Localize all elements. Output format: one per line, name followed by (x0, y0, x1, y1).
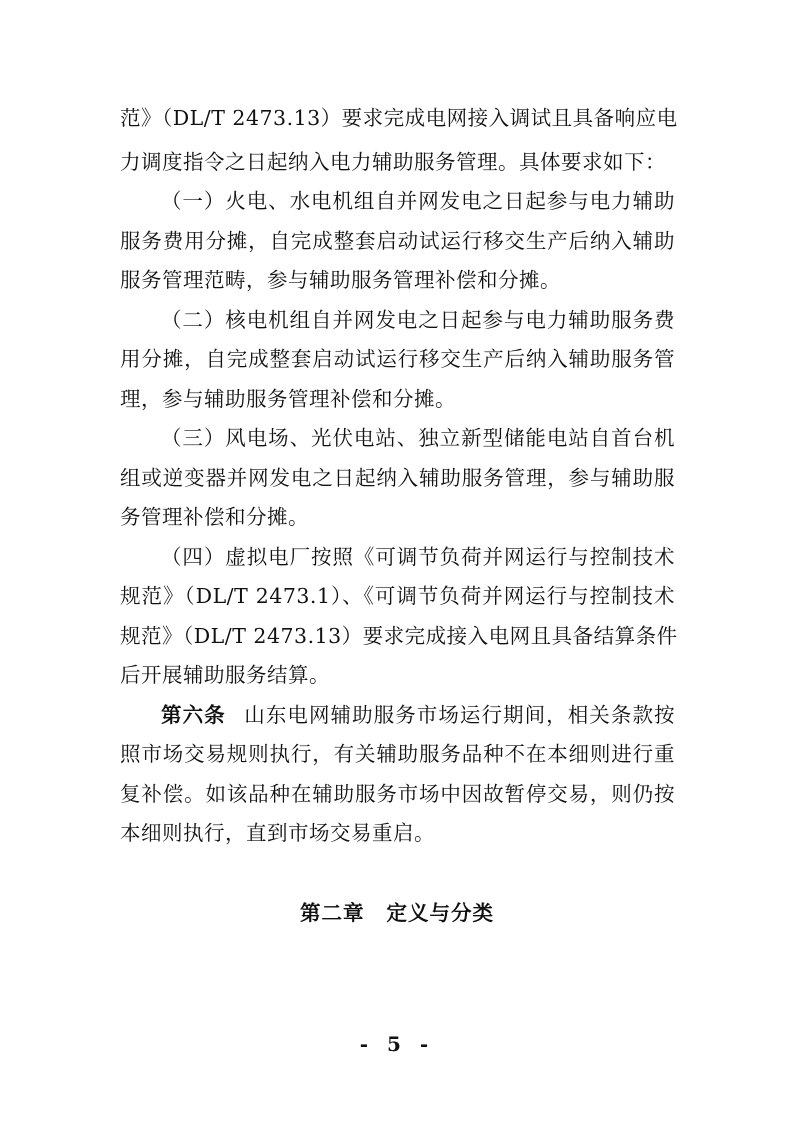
paragraph-5-line-3: 本细则执行，直到市场交易重启。 (120, 821, 435, 845)
paragraph-4-line-1: 规范》（DL/T 2473.1）、《可调节负荷并网运行与控制技术 (120, 584, 675, 608)
paragraph-1-line-1: 服务费用分摊，自完成整套启动试运行移交生产后纳入辅助 (120, 229, 675, 253)
paragraph-1-line-2: 服务管理范畴，参与辅助服务管理补偿和分摊。 (120, 268, 561, 292)
paragraph-1-line-0: （一）火电、水电机组自并网发电之日起参与电力辅助 (161, 189, 675, 213)
paragraph-2-line-0: （二）核电机组自并网发电之日起参与电力辅助服务费 (161, 308, 675, 332)
paragraph-3-line-0: （三）风电场、光伏电站、独立新型储能电站自首台机 (161, 426, 675, 450)
chapter-heading (0, 896, 794, 926)
paragraph-3-line-2: 务管理补偿和分摊。 (120, 505, 309, 529)
chapter-number: 第二章 (300, 901, 365, 925)
paragraph-2-line-2: 理，参与辅助服务管理补偿和分摊。 (120, 387, 456, 411)
paragraph-4-line-0: （四）虚拟电厂按照《可调节负荷并网运行与控制技术 (161, 545, 675, 569)
paragraph-0-line-1: 力调度指令之日起纳入电力辅助服务管理。具体要求如下： (120, 150, 666, 174)
page-number: - 5 - (359, 1032, 435, 1056)
article-label: 第六条 (161, 703, 226, 727)
paragraph-4-line-2: 规范》（DL/T 2473.13）要求完成接入电网且具备结算条件 (120, 624, 678, 648)
paragraph-5-line-0 (120, 700, 675, 730)
article-first-line-text: 山东电网辅助服务市场运行期间，相关条款按 (243, 703, 676, 727)
paragraph-5-line-2: 复补偿。如该品种在辅助服务市场中因故暂停交易，则仍按 (120, 782, 675, 806)
paragraph-2-line-1: 用分摊，自完成整套启动试运行移交生产后纳入辅助服务管 (120, 347, 675, 371)
paragraph-3-line-1: 组或逆变器并网发电之日起纳入辅助服务管理，参与辅助服 (120, 466, 675, 490)
paragraph-0-line-0: 范》（DL/T 2473.13）要求完成电网接入调试且具备响应电 (120, 106, 678, 130)
paragraph-4-line-3: 后开展辅助服务结算。 (120, 663, 330, 687)
paragraph-5-line-1: 照市场交易规则执行，有关辅助服务品种不在本细则进行重 (120, 742, 675, 766)
chapter-title: 定义与分类 (386, 901, 494, 925)
